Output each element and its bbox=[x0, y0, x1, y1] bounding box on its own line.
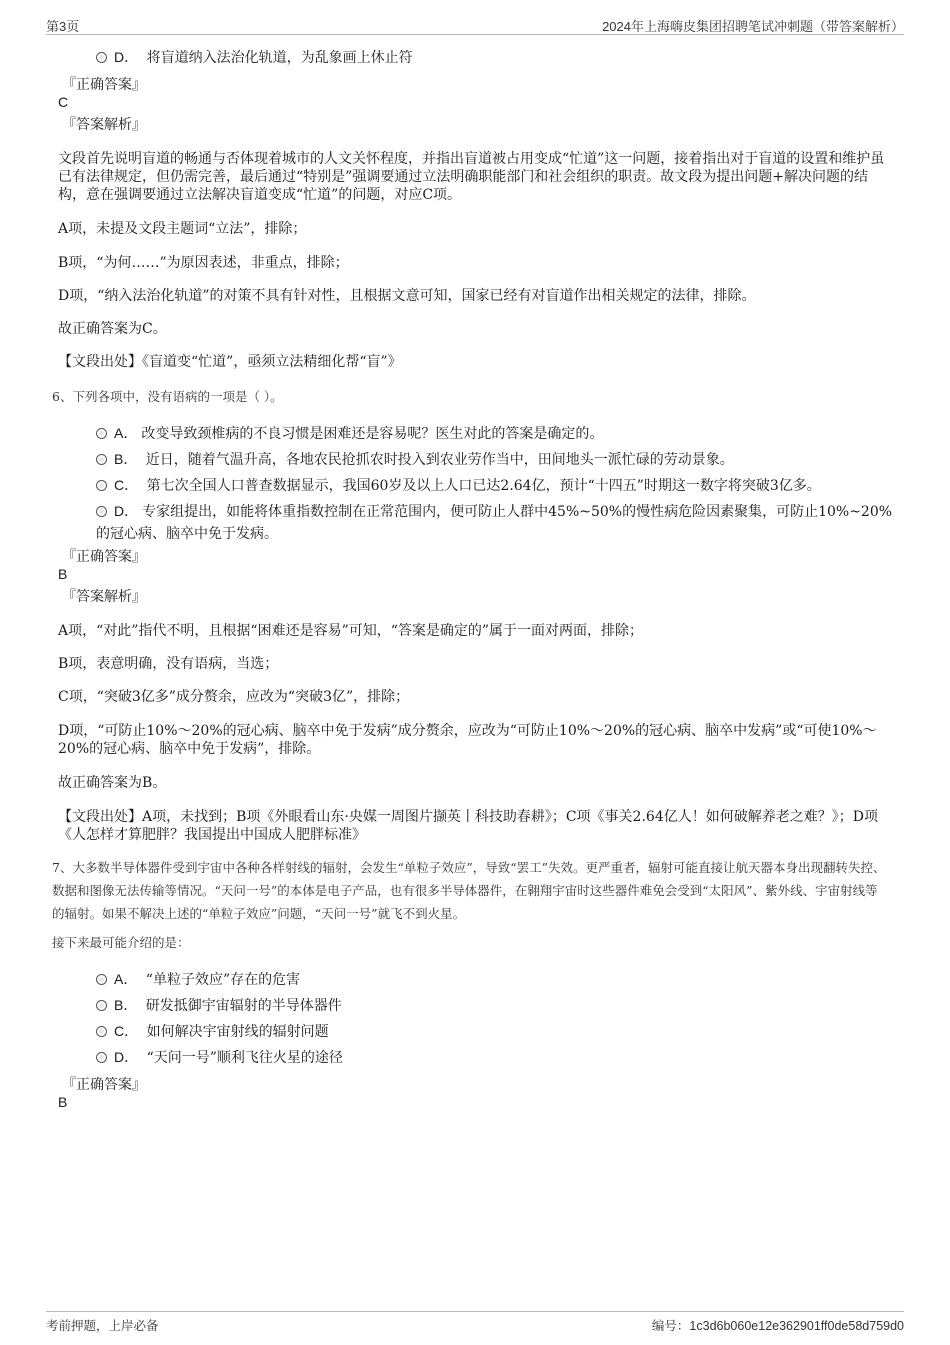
option-letter: D． bbox=[114, 49, 139, 65]
q5-conclusion: 故正确答案为C。 bbox=[58, 321, 167, 337]
option-text: 研发抵御宇宙辐射的半导体器件 bbox=[145, 998, 342, 1014]
q7-stem: 7、大多数半导体器件受到宇宙中各种各样射线的辐射，会发生“单粒子效应”，导致“罢工”失效。更严重者，辐射可能直接让航天器本身出现翻转失控、数据和图像无法传输等情况。“天问一号”的本体是电子产品，也有很多半导体器件，在翱翔宇宙时这些器件难免会受到“太阳风”、紫外线、宇宙射线等的辐射。如果不解决上述的“单粒子效应”问题，“天问一号”就飞不到火星。 bbox=[52, 860, 886, 921]
q6-source: 【文段出处】A项，未找到；B项《外眼看山东·央媒一周图片撷英丨科技助春耕》；C项《事关2.64亿人！如何破解养老之难？》；D项《人怎样才算肥胖？我国提出中国成人肥胖标准》 bbox=[58, 809, 878, 843]
option-text: 将盲道纳入法治化轨道，为乱象画上休止符 bbox=[146, 50, 413, 66]
option-letter: C． bbox=[114, 477, 139, 493]
q6-option-c[interactable] bbox=[96, 474, 896, 497]
option-letter: B． bbox=[114, 451, 138, 467]
option-letter: D． bbox=[114, 503, 139, 519]
q7-prompt: 接下来最可能介绍的是： bbox=[52, 935, 190, 950]
document-id-label: 编号： bbox=[651, 1318, 690, 1333]
option-text: 如何解决宇宙射线的辐射问题 bbox=[146, 1024, 329, 1040]
q6-analysis-a: A项，“对此”指代不明，且根据“困难还是容易”可知，“答案是确定的”属于一面对两面，排除； bbox=[58, 623, 644, 639]
q5-answer-label: 『正确答案』 bbox=[62, 77, 146, 93]
radio-icon[interactable] bbox=[96, 52, 107, 63]
page-header bbox=[46, 14, 904, 35]
option-text: 近日，随着气温升高，各地农民抢抓农时投入到农业劳作当中，田间地头一派忙碌的劳动景象。 bbox=[145, 452, 734, 468]
document-title: 2024年上海嗨皮集团招聘笔试冲刺题（带答案解析） bbox=[602, 19, 904, 34]
radio-icon[interactable] bbox=[96, 1000, 107, 1011]
option-letter: A． bbox=[114, 971, 138, 987]
q6-answer-label: 『正确答案』 bbox=[62, 549, 146, 565]
q6-option-d[interactable] bbox=[96, 500, 896, 545]
q6-analysis-label: 『答案解析』 bbox=[62, 589, 146, 605]
footer-slogan: 考前押题，上岸必备 bbox=[46, 1318, 159, 1333]
q7-answer-label: 『正确答案』 bbox=[62, 1077, 146, 1093]
q5-analysis-label: 『答案解析』 bbox=[62, 117, 146, 133]
option-letter: D． bbox=[114, 1049, 139, 1065]
q6-conclusion: 故正确答案为B。 bbox=[58, 775, 167, 791]
q5-option-d[interactable] bbox=[96, 46, 896, 69]
option-text: 专家组提出，如能将体重指数控制在正常范围内，便可防止人群中45%~50%的慢性病危险因素聚集，可防止10%~20%的冠心病、脑卒中免于发病。 bbox=[96, 504, 893, 542]
q5-analysis-a: A项，未提及文段主题词“立法”，排除； bbox=[58, 221, 307, 237]
document-id bbox=[652, 1316, 904, 1334]
q7-option-b[interactable] bbox=[96, 994, 896, 1017]
q5-analysis-d: D项，“纳入法治化轨道”的对策不具有针对性，且根据文意可知，国家已经有对盲道作出相关规定的法律，排除。 bbox=[58, 288, 756, 304]
q6-analysis-d: D项，“可防止10%～20%的冠心病、脑卒中免于发病”成分赘余，应改为“可防止10%～20%的冠心病、脑卒中发病”或“可使10%～20%的冠心病、脑卒中免于发病”，排除。 bbox=[58, 723, 877, 757]
option-letter: A． bbox=[114, 425, 138, 441]
document-id-value: 1c3d6b060e12e362901ff0de58d759d0 bbox=[689, 1319, 904, 1333]
option-text: “单粒子效应”存在的危害 bbox=[145, 972, 301, 988]
q5-analysis-b: B项，“为何……”为原因表述，非重点，排除； bbox=[58, 255, 349, 271]
q7-option-c[interactable] bbox=[96, 1020, 896, 1043]
radio-icon[interactable] bbox=[96, 974, 107, 985]
option-text: “天问一号”顺利飞往火星的途径 bbox=[146, 1050, 343, 1066]
q6-analysis-c: C项，“突破3亿多”成分赘余，应改为“突破3亿”，排除； bbox=[58, 689, 410, 705]
q7-answer: B bbox=[58, 1094, 68, 1110]
radio-icon[interactable] bbox=[96, 506, 107, 517]
q7-option-d[interactable] bbox=[96, 1046, 896, 1069]
option-letter: B． bbox=[114, 997, 138, 1013]
option-text: 改变导致颈椎病的不良习惯是困难还是容易呢？医生对此的答案是确定的。 bbox=[141, 426, 604, 442]
option-text: 第七次全国人口普查数据显示，我国60岁及以上人口已达2.64亿，预计“十四五”时期这一数字将突破3亿多。 bbox=[146, 478, 821, 494]
q7-option-a[interactable] bbox=[96, 968, 896, 991]
q6-option-a[interactable] bbox=[96, 422, 896, 445]
radio-icon[interactable] bbox=[96, 1052, 107, 1063]
radio-icon[interactable] bbox=[96, 454, 107, 465]
q5-source: 【文段出处】《盲道变“忙道”，亟须立法精细化帮“盲”》 bbox=[58, 354, 402, 370]
q5-analysis-paragraph: 文段首先说明盲道的畅通与否体现着城市的人文关怀程度，并指出盲道被占用变成“忙道”这一问题，接着指出对于盲道的设置和维护虽已有法律规定，但仍需完善，最后通过“特别是”强调要通过立法明确职能部门和社会组织的职责。故文段为提出问题+解决问题的结构，意在强调要通过立法解决盲道变成“忙道”的问题，对应C项。 bbox=[58, 151, 885, 203]
q6-stem: 6、下列各项中，没有语病的一项是（ ）。 bbox=[52, 389, 283, 404]
q5-answer: C bbox=[58, 94, 69, 110]
q6-option-b[interactable] bbox=[96, 448, 896, 471]
page-footer bbox=[46, 1311, 904, 1332]
q6-answer: B bbox=[58, 566, 68, 582]
option-letter: C． bbox=[114, 1023, 139, 1039]
radio-icon[interactable] bbox=[96, 428, 107, 439]
q6-analysis-b: B项，表意明确，没有语病，当选； bbox=[58, 656, 279, 672]
page-number: 第3页 bbox=[46, 19, 80, 34]
radio-icon[interactable] bbox=[96, 480, 107, 491]
radio-icon[interactable] bbox=[96, 1026, 107, 1037]
